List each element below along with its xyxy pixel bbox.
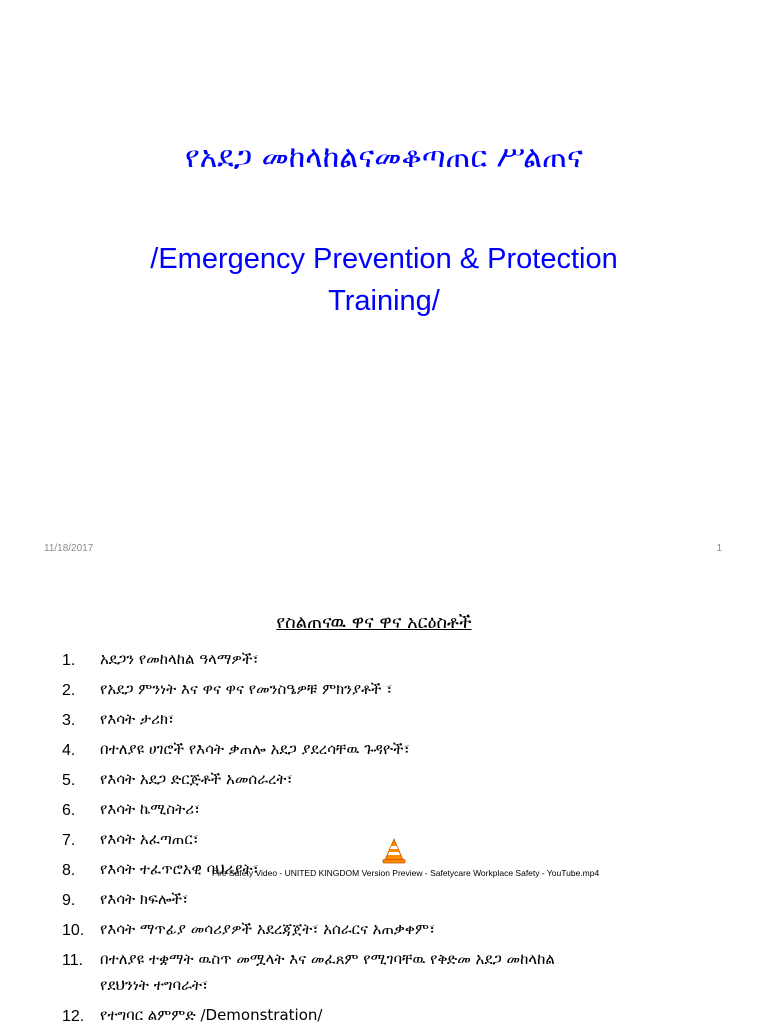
agenda-list: [0, 646, 768, 1024]
title-amharic: የአደጋ መከላከልናመቆጣጠር ሥልጠና: [185, 140, 583, 175]
agenda-item-number: 2.: [62, 682, 76, 699]
agenda-item: [0, 796, 768, 826]
agenda-item-line: የእሳት ተፈጥሮአዊ ባህሪያት፣: [100, 860, 259, 878]
agenda-item: [0, 676, 768, 706]
agenda-item-number: 11.: [62, 952, 84, 969]
agenda-item: [0, 1002, 768, 1024]
agenda-item-line: አደጋን የመከላከል ዓላማዎች፣: [100, 650, 259, 668]
agenda-item-line: የአደጋ ምንነት እና ዋና ዋና የመንስዔዎቹ ምክንያቶች ፣: [100, 680, 393, 698]
agenda-item-text: [100, 736, 410, 762]
agenda-item-line: በተለያዩ ተቋማት ዉስጥ መሟላት እና መፈጸም የሚገባቸዉ የቅድመ አደጋ መከላከል: [100, 950, 555, 968]
agenda-item-text: [100, 766, 293, 792]
agenda-item-text: [100, 676, 392, 702]
video-filename-caption[interactable]: Fire Safety Video - UNITED KINGDOM Version Preview - Safetycare Workplace Safety - YouTube.mp4: [212, 868, 600, 878]
agenda-item-text: [100, 916, 435, 942]
agenda-item-number: 6.: [62, 802, 76, 819]
title-english-line1: /Emergency Prevention & Protection: [150, 243, 618, 275]
title-english-line2: Training/: [328, 285, 440, 317]
agenda-item-number: 10.: [62, 922, 85, 939]
agenda-item-line: የእሳት ኬሚስትሪ፣: [100, 800, 201, 818]
agenda-item-line: የተግባር ልምምድ /Demonstration/: [100, 1006, 323, 1024]
agenda-item: [0, 766, 768, 796]
agenda-item-text: [100, 886, 188, 912]
agenda-item-number: 12.: [62, 1008, 85, 1024]
agenda-item-text: [100, 946, 555, 998]
vlc-cone-icon[interactable]: [382, 838, 406, 864]
agenda-item-number: 9.: [62, 892, 76, 909]
agenda-item-line: የእሳት አደጋ ድርጅቶች አመሰራረት፣: [100, 770, 293, 788]
agenda-item-number: 7.: [62, 832, 76, 849]
agenda-item-number: 1.: [62, 652, 76, 669]
agenda-item-line: የደህንነት ተግባራት፣: [100, 976, 209, 994]
agenda-item-text: [100, 796, 200, 822]
agenda-item-text: [100, 646, 259, 672]
agenda-item-line: የእሳት ታሪክ፣: [100, 710, 175, 728]
agenda-item: [0, 736, 768, 766]
agenda-item-number: 5.: [62, 772, 76, 789]
agenda-item-line: የእሳት ክፍሎች፣: [100, 890, 189, 908]
agenda-slide: [0, 570, 768, 1024]
agenda-item-text: [100, 826, 199, 852]
agenda-item: [0, 886, 768, 916]
footer-date: 11/18/2017: [44, 543, 94, 554]
agenda-item-text: [100, 1002, 322, 1024]
agenda-item-number: 4.: [62, 742, 76, 759]
agenda-item-number: 3.: [62, 712, 76, 729]
agenda-item-text: [100, 706, 174, 732]
agenda-item-line: የእሳት አፈጣጠር፣: [100, 830, 199, 848]
agenda-item-line: በተለያዩ ሀገሮች የእሳት ቃጠሎ አደጋ ያደረሳቸዉ ጉዳዮች፣: [100, 740, 410, 758]
agenda-title: የስልጠናዉ ዋና ዋና አርዕስቶች: [276, 612, 472, 633]
agenda-item-line: የእሳት ማጥፊያ መሳሪያዎች አደረጃጀት፣ አሰራርና አጠቃቀም፣: [100, 920, 436, 938]
agenda-item: [0, 916, 768, 946]
agenda-item-number: 8.: [62, 862, 76, 879]
footer-page-number: 1: [716, 543, 722, 554]
agenda-item: [0, 646, 768, 676]
agenda-item: [0, 946, 768, 1002]
agenda-item: [0, 706, 768, 736]
title-english: [0, 238, 768, 322]
